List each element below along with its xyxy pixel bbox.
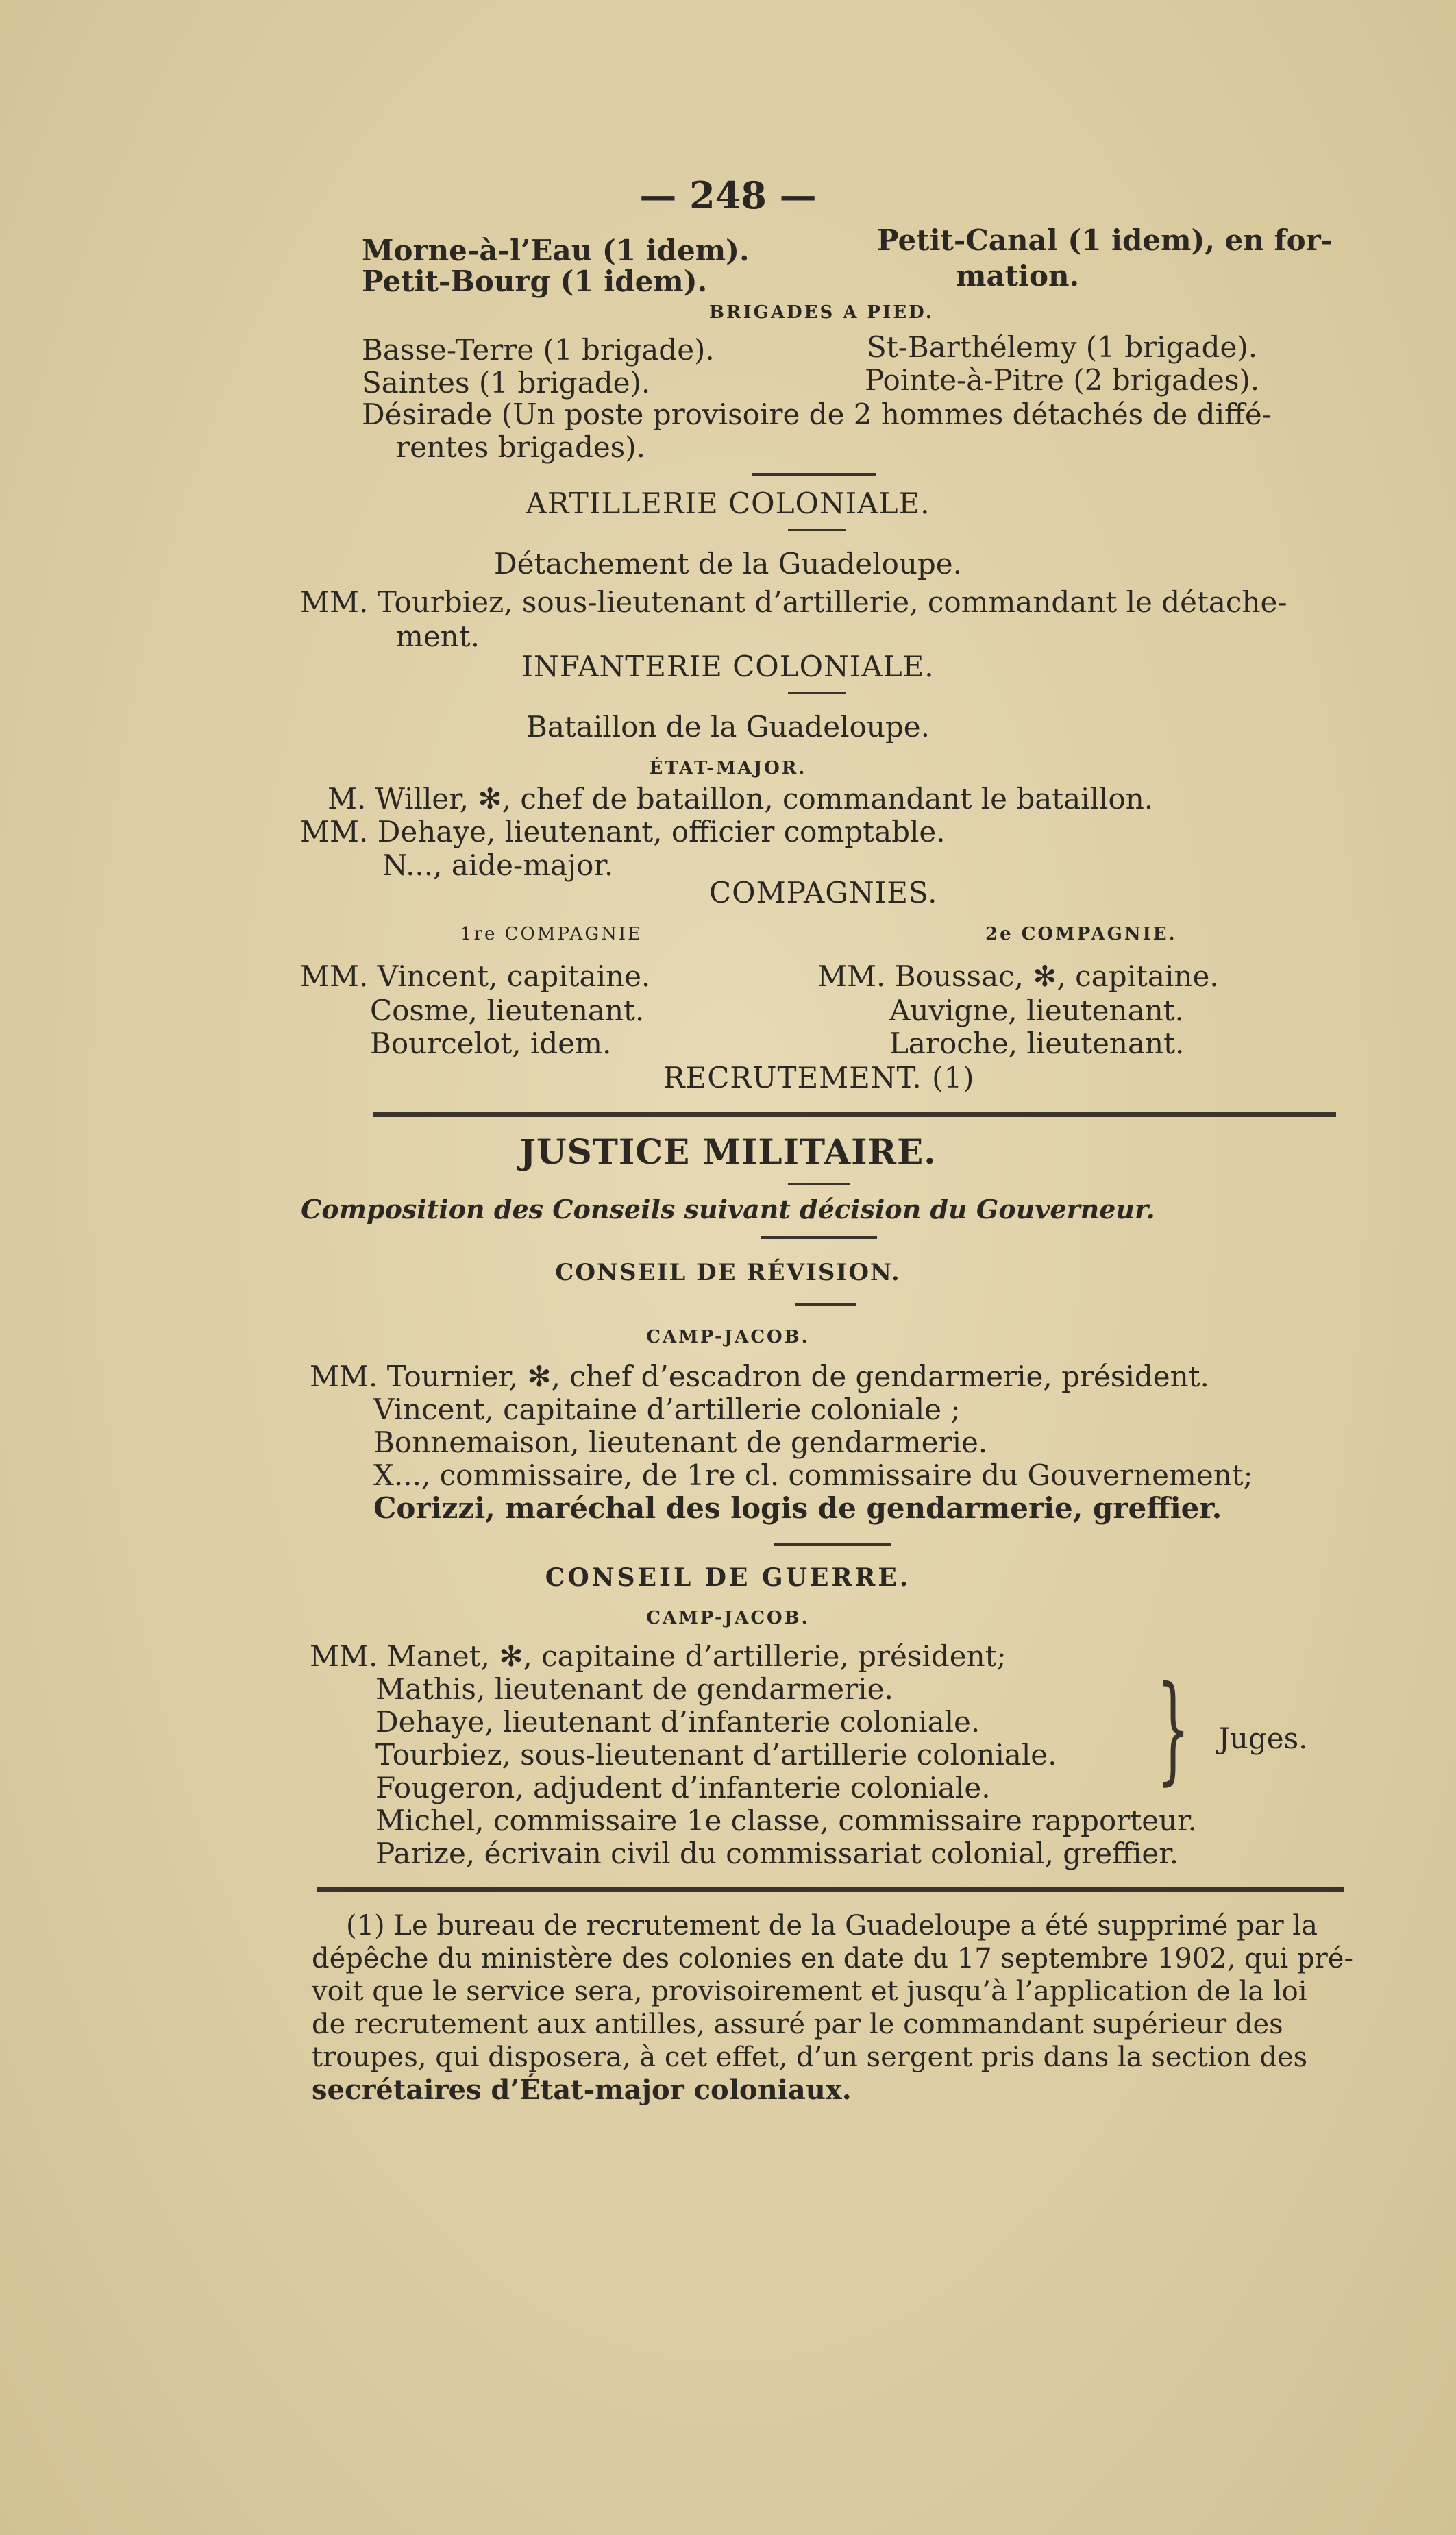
desirade-line: rentes brigades). [396, 430, 645, 464]
company1-heading: 1re COMPAGNIE [460, 924, 643, 944]
roster-line: Tourbiez, sous-lieutenant d’artillerie coloniale. [375, 1738, 1057, 1772]
justice-title: JUSTICE MILITAIRE. [519, 1131, 937, 1172]
divider [752, 473, 876, 476]
roster-line: Parize, écrivain civil du commissariat colonial, greffier. [375, 1837, 1179, 1870]
brigade-line: Pointe-à-Pitre (2 brigades). [865, 363, 1260, 397]
company2-heading: 2e COMPAGNIE. [985, 924, 1177, 944]
roster-line: M. Willer, ✻, chef de bataillon, commandant le bataillon. [328, 782, 1154, 816]
divider [761, 1236, 877, 1239]
footnote-line: troupes, qui disposera, à cet effet, d’un sergent pris dans la section des [312, 2042, 1308, 2073]
brigade-line: Petit-Canal (1 idem), en for- [877, 223, 1333, 257]
justice-subtitle: Composition des Conseils suivant décision du Gouverneur. [301, 1194, 1155, 1225]
page-number: — 248 — [639, 173, 817, 217]
infanterie-title: INFANTERIE COLONIALE. [521, 650, 935, 683]
footnote-line: secrétaires d’État-major coloniaux. [312, 2074, 852, 2106]
divider [788, 1183, 850, 1185]
recrutement-heading: RECRUTEMENT. (1) [663, 1061, 975, 1094]
etat-major-heading: ÉTAT-MAJOR. [649, 758, 807, 779]
divider [788, 529, 846, 531]
footnote-line: voit que le service sera, provisoirement et jusqu’à l’application de la loi [312, 1976, 1307, 2007]
judges-label: Juges. [1218, 1722, 1308, 1755]
guerre-place: CAMP-JACOB. [646, 1608, 810, 1628]
roster-line: MM. Manet, ✻, capitaine d’artillerie, président; [310, 1639, 1007, 1673]
divider [788, 692, 846, 694]
judges-brace: } [1157, 1661, 1190, 1797]
guerre-title: CONSEIL DE GUERRE. [545, 1563, 911, 1592]
section-divider [373, 1112, 1336, 1117]
roster-line: MM. Boussac, ✻, capitaine. [817, 959, 1219, 993]
artillerie-subtitle: Détachement de la Guadeloupe. [494, 547, 962, 580]
divider [774, 1543, 891, 1546]
divider [795, 1303, 856, 1306]
roster-line: N..., aide-major. [382, 848, 614, 882]
roster-line: MM. Tourbiez, sous-lieutenant d’artillerie, commandant le détache- [300, 585, 1287, 619]
roster-line: Corizzi, maréchal des logis de gendarmerie, greffier. [373, 1491, 1222, 1525]
footnote-line: de recrutement aux antilles, assuré par le commandant supérieur des [312, 2009, 1283, 2040]
roster-line: Bourcelot, idem. [370, 1027, 612, 1060]
section-heading: BRIGADES A PIED. [709, 302, 934, 323]
roster-line: Mathis, lieutenant de gendarmerie. [375, 1672, 893, 1706]
brigade-line: St-Barthélemy (1 brigade). [867, 330, 1258, 364]
infanterie-subtitle: Bataillon de la Guadeloupe. [526, 710, 930, 744]
roster-line: Auvigne, lieutenant. [889, 994, 1184, 1027]
section-divider [317, 1887, 1344, 1892]
roster-line: Fougeron, adjudent d’infanterie coloniale. [375, 1771, 991, 1804]
revision-place: CAMP-JACOB. [646, 1327, 810, 1347]
roster-line: MM. Vincent, capitaine. [300, 959, 651, 993]
brigade-line: mation. [956, 259, 1080, 293]
roster-line: Dehaye, lieutenant d’infanterie coloniale. [375, 1705, 980, 1739]
brigade-line: Saintes (1 brigade). [362, 366, 651, 400]
footnote-line: (1) Le bureau de recrutement de la Guadeloupe a été supprimé par la [346, 1910, 1318, 1942]
roster-line: Cosme, lieutenant. [370, 994, 645, 1027]
brigade-line: Morne-à-l’Eau (1 idem). [362, 234, 750, 267]
roster-line: Laroche, lieutenant. [889, 1027, 1185, 1060]
roster-line: Bonnemaison, lieutenant de gendarmerie. [373, 1425, 988, 1459]
revision-title: CONSEIL DE RÉVISION. [555, 1259, 901, 1286]
roster-line: MM. Dehaye, lieutenant, officier comptable. [300, 815, 946, 848]
brigade-line: Petit-Bourg (1 idem). [362, 265, 708, 298]
footnote-line: dépêche du ministère des colonies en date du 17 septembre 1902, qui pré- [312, 1943, 1353, 1974]
roster-line: Michel, commissaire 1e classe, commissaire rapporteur. [375, 1804, 1197, 1837]
brigade-line: Basse-Terre (1 brigade). [362, 333, 715, 367]
desirade-line: Désirade (Un poste provisoire de 2 hommes détachés de diffé- [362, 397, 1272, 431]
roster-line: X..., commissaire, de 1re cl. commissaire du Gouvernement; [373, 1458, 1253, 1492]
companies-heading: COMPAGNIES. [709, 876, 938, 909]
roster-line: ment. [396, 620, 480, 653]
roster-line: MM. Tournier, ✻, chef d’escadron de gendarmerie, président. [310, 1360, 1209, 1393]
artillerie-title: ARTILLERIE COLONIALE. [526, 487, 930, 520]
roster-line: Vincent, capitaine d’artillerie coloniale ; [373, 1393, 961, 1426]
